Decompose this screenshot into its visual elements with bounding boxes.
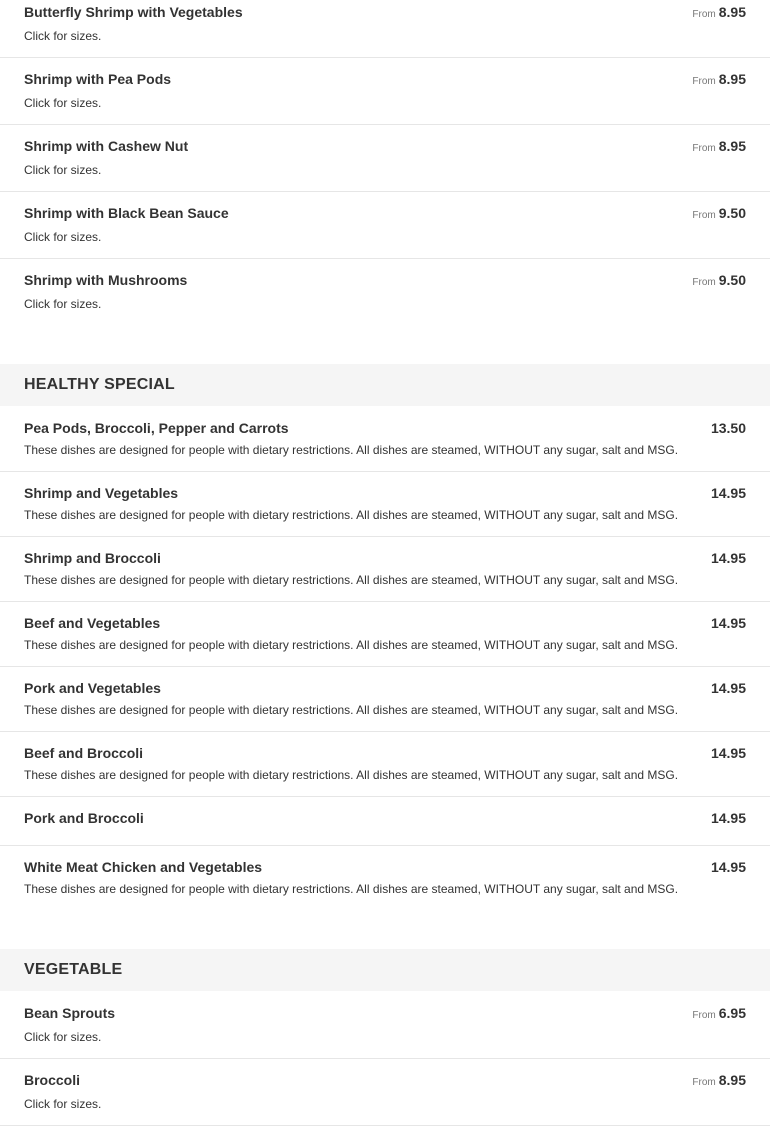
item-name: Bean Sprouts bbox=[24, 1005, 116, 1021]
price-value: 9.50 bbox=[718, 205, 746, 221]
item-name: Shrimp and Vegetables bbox=[24, 485, 179, 501]
price-from-label: From bbox=[692, 277, 716, 288]
price-value: 14.95 bbox=[710, 810, 746, 826]
item-description: Click for sizes. bbox=[24, 1097, 102, 1111]
price-value: 9.50 bbox=[718, 272, 746, 288]
item-price bbox=[711, 680, 746, 697]
price-value: 14.95 bbox=[710, 680, 746, 696]
item-name: Beef and Vegetables bbox=[24, 615, 161, 631]
item-description: Click for sizes. bbox=[24, 96, 102, 110]
item-price bbox=[711, 859, 746, 876]
menu-item[interactable] bbox=[0, 472, 770, 537]
item-price bbox=[711, 810, 746, 827]
menu-item[interactable] bbox=[0, 846, 770, 911]
item-price bbox=[711, 745, 746, 762]
price-value: 14.95 bbox=[710, 485, 746, 501]
menu-item[interactable] bbox=[0, 259, 770, 326]
item-description: Click for sizes. bbox=[24, 1030, 102, 1044]
menu-item[interactable] bbox=[0, 797, 770, 846]
menu-item[interactable] bbox=[0, 58, 770, 125]
item-description: Click for sizes. bbox=[24, 163, 102, 177]
item-price bbox=[692, 4, 746, 23]
menu-item[interactable] bbox=[0, 125, 770, 192]
item-description: These dishes are designed for people with dietary restrictions. All dishes are steamed, WITHOUT any sugar, salt and MSG. bbox=[24, 882, 679, 896]
item-price bbox=[711, 485, 746, 502]
item-price bbox=[692, 272, 746, 291]
price-value: 8.95 bbox=[718, 4, 746, 20]
menu-item[interactable] bbox=[0, 602, 770, 667]
item-name: Pork and Vegetables bbox=[24, 680, 161, 696]
price-value: 8.95 bbox=[718, 71, 746, 87]
item-price bbox=[692, 1005, 746, 1024]
item-name: Shrimp with Cashew Nut bbox=[24, 138, 189, 154]
menu-item[interactable] bbox=[0, 406, 770, 472]
item-price bbox=[711, 615, 746, 632]
item-name: Shrimp with Mushrooms bbox=[24, 272, 188, 288]
item-name: Pork and Broccoli bbox=[24, 810, 144, 826]
item-description: Click for sizes. bbox=[24, 230, 102, 244]
menu-item[interactable] bbox=[0, 732, 770, 797]
price-from-label: From bbox=[692, 1077, 716, 1088]
section-header-healthy-special bbox=[0, 364, 770, 406]
section-title: HEALTHY SPECIAL bbox=[24, 376, 175, 393]
item-description: These dishes are designed for people with dietary restrictions. All dishes are steamed, WITHOUT any sugar, salt and MSG. bbox=[24, 573, 679, 587]
item-description: Click for sizes. bbox=[24, 29, 102, 43]
item-description: These dishes are designed for people with dietary restrictions. All dishes are steamed, WITHOUT any sugar, salt and MSG. bbox=[24, 638, 679, 652]
section-header-vegetable bbox=[0, 949, 770, 991]
price-value: 8.95 bbox=[718, 138, 746, 154]
item-description: These dishes are designed for people with dietary restrictions. All dishes are steamed, WITHOUT any sugar, salt and MSG. bbox=[24, 703, 679, 717]
item-name: Shrimp and Broccoli bbox=[24, 550, 161, 566]
price-value: 6.95 bbox=[718, 1005, 746, 1021]
menu-item[interactable] bbox=[0, 0, 770, 58]
price-from-label: From bbox=[692, 1010, 716, 1021]
price-from-label: From bbox=[692, 76, 716, 87]
menu-item[interactable] bbox=[0, 192, 770, 259]
price-value: 14.95 bbox=[710, 745, 746, 761]
item-price bbox=[711, 550, 746, 567]
item-name: Shrimp with Black Bean Sauce bbox=[24, 205, 229, 221]
item-price bbox=[692, 138, 746, 157]
menu-item[interactable] bbox=[0, 991, 770, 1059]
price-value: 13.50 bbox=[710, 420, 746, 436]
item-description: These dishes are designed for people with dietary restrictions. All dishes are steamed, WITHOUT any sugar, salt and MSG. bbox=[24, 443, 679, 457]
item-name: Pea Pods, Broccoli, Pepper and Carrots bbox=[24, 420, 289, 436]
item-name: Broccoli bbox=[24, 1072, 81, 1088]
item-price bbox=[711, 420, 746, 437]
item-price bbox=[692, 71, 746, 90]
item-name: Butterfly Shrimp with Vegetables bbox=[24, 4, 243, 20]
item-description: These dishes are designed for people with dietary restrictions. All dishes are steamed, WITHOUT any sugar, salt and MSG. bbox=[24, 768, 679, 782]
section-title: VEGETABLE bbox=[24, 961, 123, 978]
item-name: Shrimp with Pea Pods bbox=[24, 71, 172, 87]
item-name: Beef and Broccoli bbox=[24, 745, 144, 761]
menu-item[interactable] bbox=[0, 1059, 770, 1126]
price-value: 14.95 bbox=[710, 859, 746, 875]
price-from-label: From bbox=[692, 210, 716, 221]
item-description: Click for sizes. bbox=[24, 297, 102, 311]
menu-item[interactable] bbox=[0, 537, 770, 602]
item-description: These dishes are designed for people with dietary restrictions. All dishes are steamed, WITHOUT any sugar, salt and MSG. bbox=[24, 508, 679, 522]
price-value: 14.95 bbox=[710, 615, 746, 631]
item-name: White Meat Chicken and Vegetables bbox=[24, 859, 263, 875]
price-value: 8.95 bbox=[718, 1072, 746, 1088]
price-value: 14.95 bbox=[710, 550, 746, 566]
price-from-label: From bbox=[692, 9, 716, 20]
price-from-label: From bbox=[692, 143, 716, 154]
item-price bbox=[692, 1072, 746, 1091]
menu-item[interactable] bbox=[0, 667, 770, 732]
item-price bbox=[692, 205, 746, 224]
